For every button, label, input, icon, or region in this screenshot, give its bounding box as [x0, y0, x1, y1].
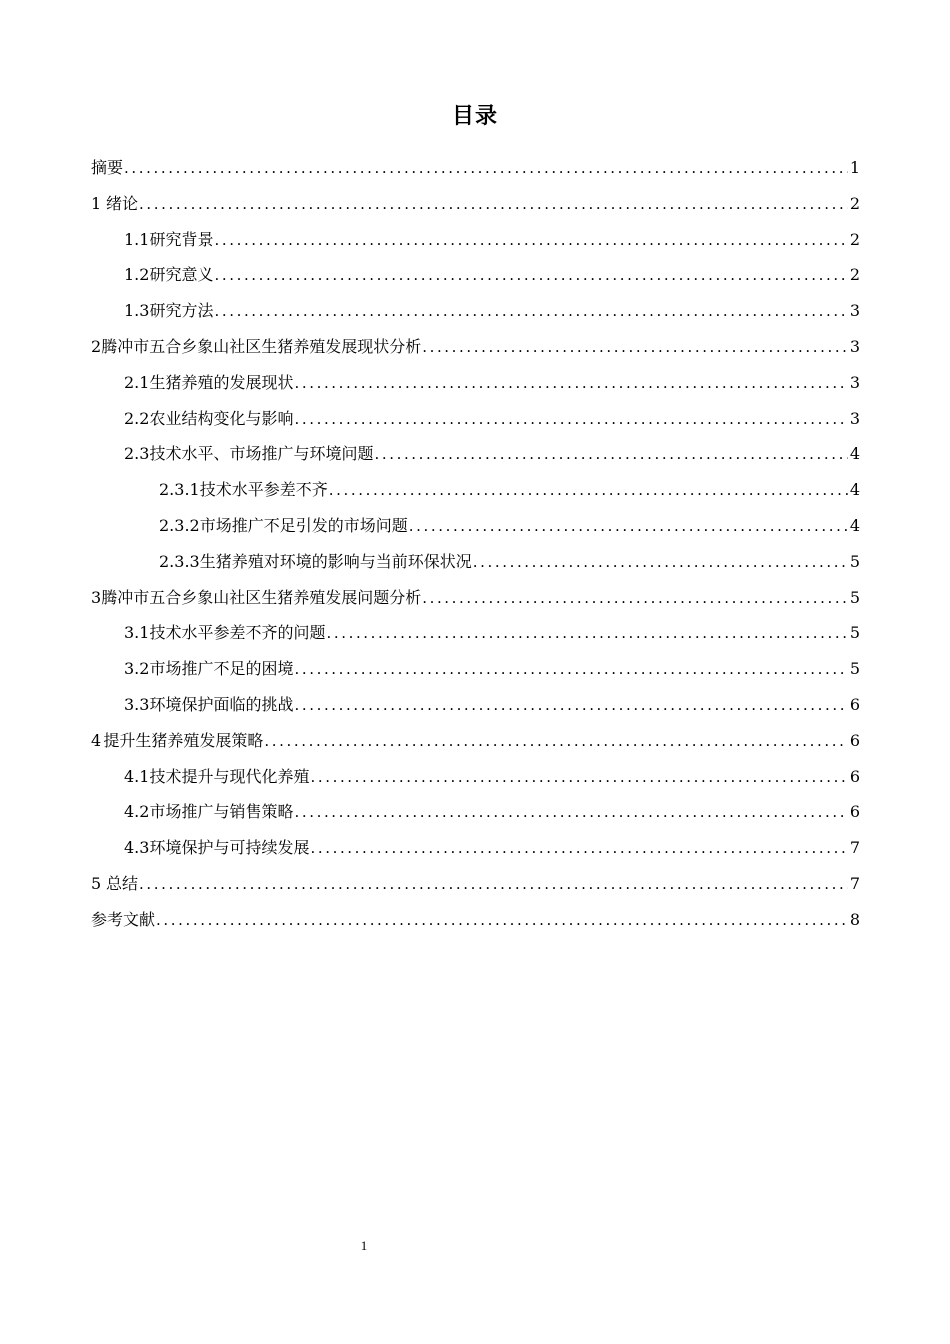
toc-entry[interactable]	[91, 293, 860, 329]
toc-entry-title: 技术水平参差不齐	[199, 480, 328, 500]
toc-entry-title: 总结	[106, 873, 139, 893]
toc-entry-page: 7	[849, 873, 860, 893]
toc-leader-dots	[214, 294, 847, 329]
toc-entry[interactable]	[91, 759, 860, 795]
toc-entry-page: 3	[849, 408, 860, 428]
toc-entry-title: 研究意义	[149, 265, 214, 285]
toc-entry-number: 4.1	[124, 766, 150, 786]
toc-leader-dots	[124, 151, 848, 186]
toc-leader-dots	[214, 258, 847, 293]
toc-entry-page: 6	[849, 766, 860, 786]
toc-entry[interactable]	[91, 257, 860, 293]
toc-leader-dots	[294, 652, 847, 687]
toc-entry-page: 4	[849, 444, 860, 464]
toc-entry-number: 3.2	[124, 659, 150, 679]
toc-entry-number: 3.3	[124, 694, 150, 714]
toc-entry-number: 2.3.1	[159, 480, 200, 500]
toc-entry-title: 环境保护面临的挑战	[149, 694, 294, 714]
toc-entry[interactable]	[91, 365, 860, 401]
toc-entry[interactable]	[91, 472, 860, 508]
toc-entry[interactable]	[91, 580, 860, 616]
toc-entry-title: 腾冲市五合乡象山社区生猪养殖发展现状分析	[101, 336, 422, 356]
toc-entry-title: 市场推广不足引发的市场问题	[199, 515, 408, 535]
toc-entry-title: 生猪养殖对环境的影响与当前环保状况	[199, 551, 472, 571]
toc-entry-number: 3.1	[124, 623, 150, 643]
toc-leader-dots	[310, 831, 847, 866]
toc-entry-page: 6	[849, 694, 860, 714]
toc-leader-dots	[294, 402, 847, 437]
toc-entry-number: 1.1	[124, 229, 150, 249]
toc-entry-number: 4	[91, 730, 102, 750]
toc-entry-title: 参考文献	[91, 909, 156, 929]
toc-leader-dots	[374, 437, 847, 472]
toc-entry[interactable]	[91, 651, 860, 687]
toc-entry-page: 8	[849, 909, 860, 929]
toc-entry-title: 技术提升与现代化养殖	[149, 766, 310, 786]
toc-entry-page: 5	[849, 551, 860, 571]
toc-entry-number: 2	[91, 336, 102, 356]
toc-entry[interactable]	[91, 508, 860, 544]
toc-entry[interactable]	[91, 222, 860, 258]
toc-entry-title: 环境保护与可持续发展	[149, 838, 310, 858]
table-of-contents	[91, 150, 860, 938]
toc-entry[interactable]	[91, 401, 860, 437]
toc-entry[interactable]	[91, 329, 860, 365]
toc-entry-title: 提升生猪养殖发展策略	[103, 730, 264, 750]
toc-entry-title: 技术水平、市场推广与环境问题	[149, 444, 374, 464]
toc-entry-number: 3	[91, 587, 102, 607]
toc-entry-page: 4	[849, 480, 860, 500]
toc-entry[interactable]	[91, 866, 860, 902]
toc-entry-number: 2.2	[124, 408, 150, 428]
toc-title: 目录	[451, 104, 498, 129]
toc-entry[interactable]	[91, 830, 860, 866]
toc-entry-page: 1	[849, 158, 860, 177]
toc-entry-page: 7	[849, 838, 860, 858]
toc-leader-dots	[310, 760, 847, 795]
toc-leader-dots	[294, 795, 847, 830]
toc-entry[interactable]	[91, 687, 860, 723]
toc-entry-page: 3	[849, 372, 860, 392]
toc-entry[interactable]	[91, 794, 860, 830]
toc-entry-title: 生猪养殖的发展现状	[149, 372, 294, 392]
toc-entry-number: 2.3.3	[159, 551, 200, 571]
toc-entry-page: 6	[849, 802, 860, 822]
toc-entry-number: 5	[91, 873, 102, 893]
toc-entry-number: 1.3	[124, 301, 150, 321]
toc-entry-page: 3	[849, 336, 860, 356]
toc-leader-dots	[214, 223, 847, 258]
toc-entry-number: 1.2	[124, 265, 150, 285]
toc-entry-page: 6	[849, 730, 860, 750]
toc-leader-dots	[294, 366, 847, 401]
toc-entry-page: 5	[849, 623, 860, 643]
toc-entry[interactable]	[91, 902, 860, 938]
toc-leader-dots	[422, 330, 848, 365]
toc-entry-title: 绪论	[106, 193, 139, 213]
toc-leader-dots	[294, 688, 847, 723]
toc-entry-title: 技术水平参差不齐的问题	[149, 623, 326, 643]
toc-entry[interactable]	[91, 150, 860, 186]
toc-entry-page: 5	[849, 587, 860, 607]
toc-entry-number: 2.3	[124, 444, 150, 464]
toc-entry-number: 2.1	[124, 372, 150, 392]
toc-leader-dots	[473, 545, 848, 580]
toc-entry-title: 腾冲市五合乡象山社区生猪养殖发展问题分析	[101, 587, 422, 607]
toc-entry[interactable]	[91, 723, 860, 759]
toc-entry[interactable]	[91, 615, 860, 651]
toc-leader-dots	[329, 473, 848, 508]
toc-entry[interactable]	[91, 544, 860, 580]
toc-entry-page: 2	[849, 193, 860, 213]
toc-entry-number: 4.3	[124, 838, 150, 858]
page-number: 1	[360, 1238, 368, 1253]
toc-entry-title: 研究背景	[149, 229, 214, 249]
toc-leader-dots	[139, 867, 848, 902]
toc-entry-page: 4	[849, 515, 860, 535]
toc-leader-dots	[139, 187, 848, 222]
toc-entry-title: 市场推广不足的困境	[149, 659, 294, 679]
toc-leader-dots	[156, 903, 848, 938]
toc-entry-number: 2.3.2	[159, 515, 200, 535]
toc-entry-title: 农业结构变化与影响	[149, 408, 294, 428]
toc-entry-title: 研究方法	[149, 301, 214, 321]
toc-leader-dots	[422, 581, 848, 616]
toc-entry-page: 3	[849, 301, 860, 321]
toc-entry-page: 2	[849, 265, 860, 285]
toc-entry[interactable]	[91, 436, 860, 472]
toc-entry[interactable]	[91, 186, 860, 222]
toc-leader-dots	[264, 724, 847, 759]
toc-entry-title: 摘要	[91, 158, 124, 177]
toc-leader-dots	[409, 509, 848, 544]
toc-entry-number: 1	[91, 193, 102, 213]
toc-entry-page: 5	[849, 659, 860, 679]
toc-entry-page: 2	[849, 229, 860, 249]
toc-entry-number: 4.2	[124, 802, 150, 822]
toc-leader-dots	[326, 616, 847, 651]
toc-entry-title: 市场推广与销售策略	[149, 802, 294, 822]
